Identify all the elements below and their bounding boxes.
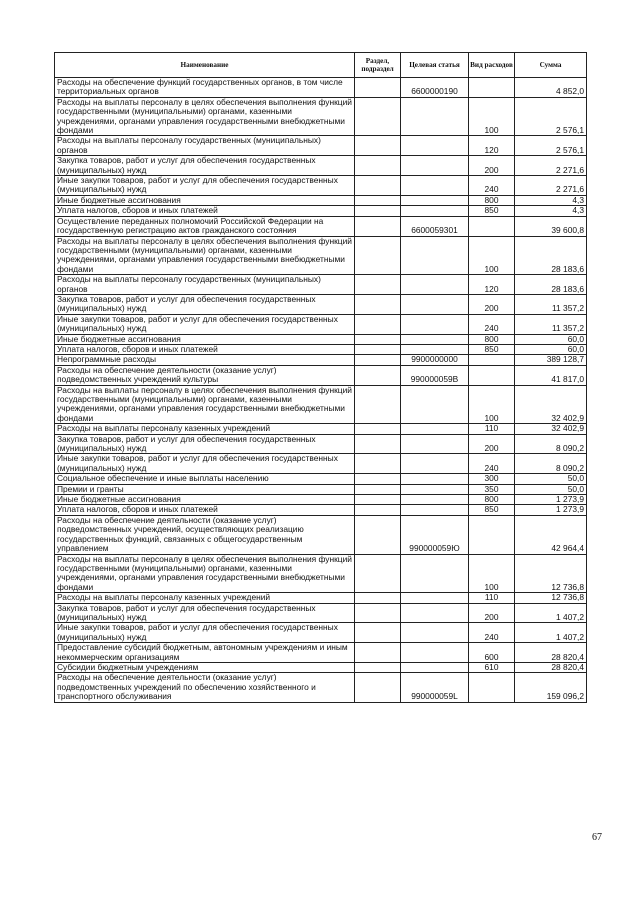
cell-section <box>355 344 401 354</box>
cell-target: 990000059В <box>401 365 469 385</box>
table-row <box>55 593 587 603</box>
cell-target <box>401 206 469 216</box>
cell-name: Осуществление переданных полномочий Российской Федерации на государственную регистрацию актов гражданского состояния <box>55 216 355 236</box>
cell-section <box>355 365 401 385</box>
cell-name: Закупка товаров, работ и услуг для обеспечения государственных (муниципальных) нужд <box>55 603 355 623</box>
cell-sum: 2 576,1 <box>515 97 587 136</box>
cell-section <box>355 424 401 434</box>
header-row <box>55 53 587 78</box>
table-row <box>55 78 587 98</box>
cell-sum: 42 964,4 <box>515 515 587 554</box>
table-row <box>55 97 587 136</box>
cell-target <box>401 662 469 672</box>
cell-type: 800 <box>469 334 515 344</box>
cell-sum: 1 407,2 <box>515 623 587 643</box>
cell-type <box>469 365 515 385</box>
cell-section <box>355 505 401 515</box>
cell-section <box>355 673 401 702</box>
cell-target <box>401 505 469 515</box>
cell-section <box>355 554 401 593</box>
cell-section <box>355 206 401 216</box>
cell-section <box>355 454 401 474</box>
cell-sum: 39 600,8 <box>515 216 587 236</box>
cell-sum: 1 273,9 <box>515 495 587 505</box>
cell-type: 100 <box>469 236 515 275</box>
cell-type: 120 <box>469 275 515 295</box>
cell-type: 850 <box>469 505 515 515</box>
cell-sum: 1 407,2 <box>515 603 587 623</box>
table-header <box>55 53 587 78</box>
cell-sum: 50,0 <box>515 474 587 484</box>
cell-name: Уплата налогов, сборов и иных платежей <box>55 344 355 354</box>
table-row <box>55 275 587 295</box>
cell-type <box>469 515 515 554</box>
cell-sum: 32 402,9 <box>515 424 587 434</box>
cell-section <box>355 334 401 344</box>
cell-section <box>355 643 401 663</box>
cell-type <box>469 216 515 236</box>
cell-type: 200 <box>469 434 515 454</box>
cell-type: 100 <box>469 385 515 424</box>
cell-section <box>355 314 401 334</box>
cell-name: Социальное обеспечение и иные выплаты населению <box>55 474 355 484</box>
cell-sum: 8 090,2 <box>515 434 587 454</box>
cell-name: Иные закупки товаров, работ и услуг для обеспечения государственных (муниципальных) нужд <box>55 623 355 643</box>
cell-name: Субсидии бюджетным учреждениям <box>55 662 355 672</box>
cell-section <box>355 484 401 494</box>
cell-name: Иные закупки товаров, работ и услуг для обеспечения государственных (муниципальных) нужд <box>55 176 355 196</box>
cell-section <box>355 78 401 98</box>
cell-target: 990000059L <box>401 673 469 702</box>
cell-name: Расходы на выплаты персоналу в целях обеспечения выполнения функций государственными (муниципальными) органами, казенными учреждениями, органами управления государственными внебюджетными фондами <box>55 97 355 136</box>
cell-type: 800 <box>469 195 515 205</box>
cell-sum: 60,0 <box>515 334 587 344</box>
cell-target: 990000059Ю <box>401 515 469 554</box>
table-row <box>55 176 587 196</box>
cell-name: Закупка товаров, работ и услуг для обеспечения государственных (муниципальных) нужд <box>55 156 355 176</box>
cell-target <box>401 474 469 484</box>
table-row <box>55 365 587 385</box>
cell-sum: 32 402,9 <box>515 385 587 424</box>
cell-type: 100 <box>469 554 515 593</box>
cell-type: 200 <box>469 156 515 176</box>
cell-type: 300 <box>469 474 515 484</box>
cell-section <box>355 623 401 643</box>
cell-section <box>355 195 401 205</box>
cell-type <box>469 355 515 365</box>
table-row <box>55 495 587 505</box>
header-section: Раздел, подраздел <box>355 53 401 78</box>
header-type: Вид расходов <box>469 53 515 78</box>
cell-name: Непрограммные расходы <box>55 355 355 365</box>
cell-type: 120 <box>469 136 515 156</box>
cell-sum: 4,3 <box>515 195 587 205</box>
cell-section <box>355 355 401 365</box>
cell-type: 100 <box>469 97 515 136</box>
cell-target: 6600000190 <box>401 78 469 98</box>
cell-type <box>469 78 515 98</box>
cell-target: 9900000000 <box>401 355 469 365</box>
cell-target <box>401 195 469 205</box>
cell-section <box>355 136 401 156</box>
header-sum: Сумма <box>515 53 587 78</box>
cell-target <box>401 334 469 344</box>
cell-type: 240 <box>469 176 515 196</box>
cell-sum: 28 183,6 <box>515 236 587 275</box>
cell-section <box>355 662 401 672</box>
cell-name: Расходы на выплаты персоналу в целях обеспечения выполнения функций государственными (муниципальными) органами, казенными учреждениями, органами управления государственными внебюджетными фондами <box>55 236 355 275</box>
cell-section <box>355 495 401 505</box>
cell-name: Расходы на выплаты персоналу в целях обеспечения выполнения функций государственными (муниципальными) органами, казенными учреждениями, органами управления государственными внебюджетными фондами <box>55 554 355 593</box>
page-number: 67 <box>592 832 602 843</box>
cell-name: Иные бюджетные ассигнования <box>55 334 355 344</box>
table-row <box>55 603 587 623</box>
table-row <box>55 156 587 176</box>
header-name: Наименование <box>55 53 355 78</box>
table-row <box>55 474 587 484</box>
cell-target <box>401 603 469 623</box>
cell-section <box>355 434 401 454</box>
cell-sum: 60,0 <box>515 344 587 354</box>
table-row <box>55 662 587 672</box>
cell-target <box>401 623 469 643</box>
cell-target <box>401 97 469 136</box>
table-row <box>55 206 587 216</box>
cell-type: 200 <box>469 294 515 314</box>
cell-sum: 12 736,8 <box>515 593 587 603</box>
cell-sum: 2 271,6 <box>515 156 587 176</box>
cell-section <box>355 156 401 176</box>
cell-name: Иные закупки товаров, работ и услуг для обеспечения государственных (муниципальных) нужд <box>55 314 355 334</box>
cell-name: Расходы на выплаты персоналу государственных (муниципальных) органов <box>55 136 355 156</box>
cell-name: Расходы на обеспечение деятельности (оказание услуг) подведомственных учреждений культуры <box>55 365 355 385</box>
cell-sum: 4,3 <box>515 206 587 216</box>
table-row <box>55 643 587 663</box>
cell-section <box>355 593 401 603</box>
table-body <box>55 78 587 703</box>
table-row <box>55 334 587 344</box>
cell-type: 600 <box>469 643 515 663</box>
table-row <box>55 355 587 365</box>
cell-sum: 28 183,6 <box>515 275 587 295</box>
table-row <box>55 454 587 474</box>
cell-target <box>401 344 469 354</box>
cell-sum: 12 736,8 <box>515 554 587 593</box>
cell-sum: 11 357,2 <box>515 314 587 334</box>
table-row <box>55 554 587 593</box>
cell-section <box>355 97 401 136</box>
cell-sum: 389 128,7 <box>515 355 587 365</box>
cell-target <box>401 385 469 424</box>
table-row <box>55 236 587 275</box>
cell-section <box>355 216 401 236</box>
cell-section <box>355 474 401 484</box>
cell-sum: 28 820,4 <box>515 643 587 663</box>
cell-sum: 28 820,4 <box>515 662 587 672</box>
cell-section <box>355 603 401 623</box>
cell-target <box>401 554 469 593</box>
cell-name: Расходы на выплаты персоналу казенных учреждений <box>55 424 355 434</box>
cell-sum: 41 817,0 <box>515 365 587 385</box>
cell-name: Расходы на обеспечение деятельности (оказание услуг) подведомственных учреждений по обеспечению хозяйственного и транспортного обслуживания <box>55 673 355 702</box>
table-row <box>55 623 587 643</box>
cell-section <box>355 275 401 295</box>
table-row <box>55 216 587 236</box>
cell-type <box>469 673 515 702</box>
cell-name: Иные закупки товаров, работ и услуг для обеспечения государственных (муниципальных) нужд <box>55 454 355 474</box>
cell-target: 6600059301 <box>401 216 469 236</box>
cell-target <box>401 424 469 434</box>
table-row <box>55 515 587 554</box>
cell-type: 850 <box>469 344 515 354</box>
cell-target <box>401 484 469 494</box>
cell-section <box>355 385 401 424</box>
cell-name: Расходы на обеспечение деятельности (оказание услуг) подведомственных учреждений, осуществляющих реализацию государственных функций, связанных с общегосударственным управлением <box>55 515 355 554</box>
cell-type: 240 <box>469 454 515 474</box>
table-row <box>55 294 587 314</box>
cell-target <box>401 593 469 603</box>
table-row <box>55 385 587 424</box>
cell-target <box>401 454 469 474</box>
cell-target <box>401 275 469 295</box>
cell-name: Расходы на выплаты персоналу государственных (муниципальных) органов <box>55 275 355 295</box>
header-target: Целевая статья <box>401 53 469 78</box>
cell-type: 110 <box>469 593 515 603</box>
cell-sum: 50,0 <box>515 484 587 494</box>
cell-section <box>355 294 401 314</box>
cell-target <box>401 643 469 663</box>
cell-name: Уплата налогов, сборов и иных платежей <box>55 505 355 515</box>
table-row <box>55 484 587 494</box>
cell-type: 200 <box>469 603 515 623</box>
budget-table <box>54 52 587 703</box>
cell-target <box>401 294 469 314</box>
cell-target <box>401 236 469 275</box>
cell-sum: 4 852,0 <box>515 78 587 98</box>
table-row <box>55 314 587 334</box>
cell-sum: 1 273,9 <box>515 505 587 515</box>
cell-sum: 2 271,6 <box>515 176 587 196</box>
cell-name: Закупка товаров, работ и услуг для обеспечения государственных (муниципальных) нужд <box>55 294 355 314</box>
cell-name: Уплата налогов, сборов и иных платежей <box>55 206 355 216</box>
table-row <box>55 673 587 702</box>
cell-section <box>355 515 401 554</box>
cell-name: Премии и гранты <box>55 484 355 494</box>
table-row <box>55 424 587 434</box>
cell-name: Иные бюджетные ассигнования <box>55 195 355 205</box>
table-row <box>55 136 587 156</box>
table-row <box>55 195 587 205</box>
cell-name: Предоставление субсидий бюджетным, автономным учреждениям и иным некоммерческим организациям <box>55 643 355 663</box>
table-row <box>55 505 587 515</box>
cell-section <box>355 236 401 275</box>
cell-target <box>401 434 469 454</box>
cell-target <box>401 176 469 196</box>
cell-target <box>401 314 469 334</box>
cell-name: Расходы на выплаты персоналу в целях обеспечения выполнения функций государственными (муниципальными) органами, казенными учреждениями, органами управления государственными внебюджетными фондами <box>55 385 355 424</box>
cell-sum: 8 090,2 <box>515 454 587 474</box>
cell-type: 850 <box>469 206 515 216</box>
cell-target <box>401 495 469 505</box>
cell-type: 800 <box>469 495 515 505</box>
cell-target <box>401 136 469 156</box>
table-row <box>55 434 587 454</box>
cell-name: Расходы на обеспечение функций государственных органов, в том числе территориальных органов <box>55 78 355 98</box>
cell-section <box>355 176 401 196</box>
cell-sum: 11 357,2 <box>515 294 587 314</box>
cell-target <box>401 156 469 176</box>
cell-sum: 159 096,2 <box>515 673 587 702</box>
cell-type: 610 <box>469 662 515 672</box>
cell-name: Расходы на выплаты персоналу казенных учреждений <box>55 593 355 603</box>
cell-sum: 2 576,1 <box>515 136 587 156</box>
cell-type: 350 <box>469 484 515 494</box>
table-row <box>55 344 587 354</box>
cell-type: 240 <box>469 623 515 643</box>
cell-name: Закупка товаров, работ и услуг для обеспечения государственных (муниципальных) нужд <box>55 434 355 454</box>
cell-type: 240 <box>469 314 515 334</box>
cell-type: 110 <box>469 424 515 434</box>
cell-name: Иные бюджетные ассигнования <box>55 495 355 505</box>
